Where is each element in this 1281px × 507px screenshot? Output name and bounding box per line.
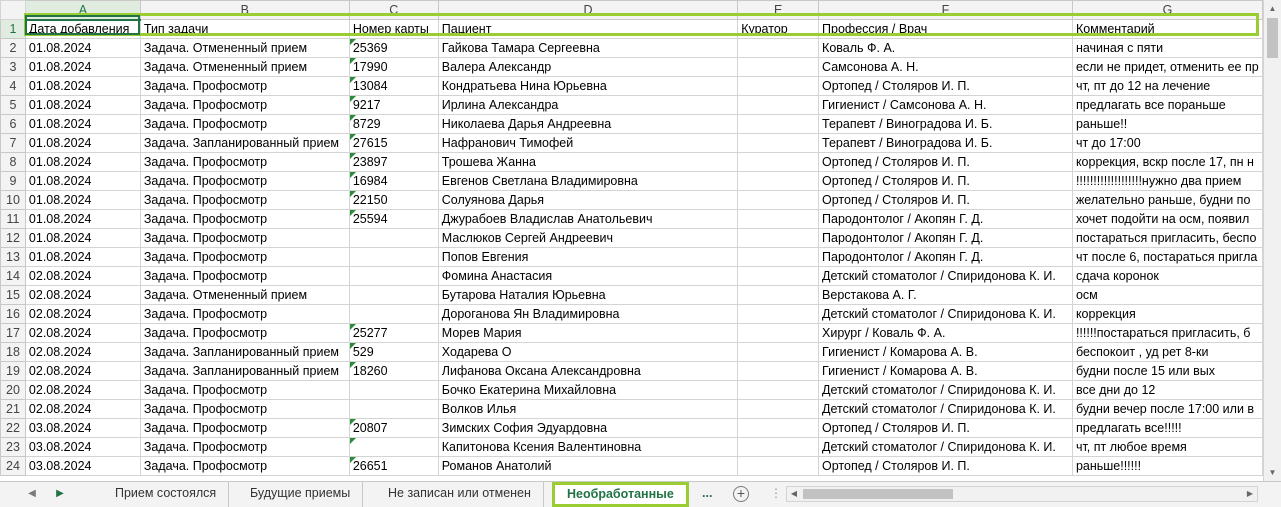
cell-card[interactable]: 8729 bbox=[349, 115, 438, 134]
cell-patient[interactable]: Солуянова Дарья bbox=[438, 191, 737, 210]
cell-patient[interactable]: Зимских София Эдуардовна bbox=[438, 419, 737, 438]
cell-curator[interactable] bbox=[738, 305, 819, 324]
cell-comment[interactable]: чт, пт до 12 на лечение bbox=[1072, 77, 1262, 96]
cell-curator[interactable] bbox=[738, 419, 819, 438]
triangle-right-icon[interactable]: ▶ bbox=[56, 488, 64, 499]
cell-type[interactable]: Задача. Профосмотр bbox=[140, 267, 349, 286]
cell-type[interactable]: Задача. Профосмотр bbox=[140, 438, 349, 457]
scroll-right-icon[interactable]: ▶ bbox=[1246, 489, 1254, 498]
cell-date[interactable]: 02.08.2024 bbox=[25, 362, 140, 381]
cell-patient[interactable]: Ирлина Александра bbox=[438, 96, 737, 115]
cell-doctor[interactable]: Гигиенист / Комарова А. В. bbox=[819, 343, 1073, 362]
cell-doctor[interactable]: Терапевт / Виноградова И. Б. bbox=[819, 115, 1073, 134]
table-row bbox=[1, 96, 1263, 115]
cell-card[interactable]: 25594 bbox=[349, 210, 438, 229]
cell-doctor[interactable]: Хирург / Коваль Ф. А. bbox=[819, 324, 1073, 343]
cell-doctor[interactable]: Самсонова А. Н. bbox=[819, 58, 1073, 77]
cell-doctor[interactable]: Детский стоматолог / Спиридонова К. И. bbox=[819, 305, 1073, 324]
cell-card[interactable]: 22150 bbox=[349, 191, 438, 210]
table-row bbox=[1, 362, 1263, 381]
column-header-b[interactable]: B bbox=[140, 1, 349, 20]
row-number[interactable]: 14 bbox=[1, 267, 26, 286]
cell-type[interactable]: Задача. Профосмотр bbox=[140, 96, 349, 115]
more-sheets-button[interactable]: ... bbox=[702, 486, 713, 500]
cell-date[interactable]: 01.08.2024 bbox=[25, 210, 140, 229]
cell-comment[interactable]: если не придет, отменить ее пр bbox=[1072, 58, 1262, 77]
cell-comment[interactable]: желательно раньше, будни по bbox=[1072, 191, 1262, 210]
cell-type[interactable]: Задача. Запланированный прием bbox=[140, 343, 349, 362]
row-number[interactable]: 15 bbox=[1, 286, 26, 305]
cell-date[interactable]: 02.08.2024 bbox=[25, 267, 140, 286]
row-number[interactable]: 20 bbox=[1, 381, 26, 400]
cell-curator[interactable] bbox=[738, 400, 819, 419]
cell-card[interactable]: 9217 bbox=[349, 96, 438, 115]
table-row bbox=[1, 153, 1263, 172]
cell-doctor[interactable]: Детский стоматолог / Спиридонова К. И. bbox=[819, 381, 1073, 400]
cell-doctor[interactable]: Верстакова А. Г. bbox=[819, 286, 1073, 305]
row-number[interactable]: 13 bbox=[1, 248, 26, 267]
cell-curator[interactable] bbox=[738, 438, 819, 457]
cell-patient[interactable]: Капитонова Ксения Валентиновна bbox=[438, 438, 737, 457]
cell-card[interactable] bbox=[349, 400, 438, 419]
cell-comment[interactable]: !!!!!!постараться пригласить, б bbox=[1072, 324, 1262, 343]
cell-comment[interactable]: осм bbox=[1072, 286, 1262, 305]
cell-patient[interactable]: Нафранович Тимофей bbox=[438, 134, 737, 153]
cell-comment[interactable]: чт до 17:00 bbox=[1072, 134, 1262, 153]
cell-card[interactable]: 26651 bbox=[349, 457, 438, 476]
cell-curator[interactable] bbox=[738, 77, 819, 96]
cell-date[interactable]: 01.08.2024 bbox=[25, 58, 140, 77]
table-row bbox=[1, 343, 1263, 362]
table-row bbox=[1, 400, 1263, 419]
cell-doctor[interactable]: Пародонтолог / Акопян Г. Д. bbox=[819, 210, 1073, 229]
cell-date[interactable]: 01.08.2024 bbox=[25, 229, 140, 248]
row-number[interactable]: 24 bbox=[1, 457, 26, 476]
cell-patient[interactable]: Кондратьева Нина Юрьевна bbox=[438, 77, 737, 96]
cell-date[interactable]: 02.08.2024 bbox=[25, 286, 140, 305]
header-cell[interactable]: Тип задачи bbox=[140, 20, 349, 39]
triangle-left-icon[interactable]: ◀ bbox=[28, 488, 36, 499]
row-number[interactable]: 23 bbox=[1, 438, 26, 457]
table-row bbox=[1, 248, 1263, 267]
header-cell[interactable]: Комментарий bbox=[1072, 20, 1262, 39]
cell-patient[interactable]: Валера Александр bbox=[438, 58, 737, 77]
row-number[interactable]: 12 bbox=[1, 229, 26, 248]
table-row bbox=[1, 438, 1263, 457]
cell-patient[interactable]: Лифанова Оксана Александровна bbox=[438, 362, 737, 381]
row-number[interactable]: 9 bbox=[1, 172, 26, 191]
cell-curator[interactable] bbox=[738, 362, 819, 381]
cell-doctor[interactable]: Гигиенист / Самсонова А. Н. bbox=[819, 96, 1073, 115]
cell-card[interactable]: 13084 bbox=[349, 77, 438, 96]
horizontal-scrollbar[interactable] bbox=[786, 486, 1258, 502]
sheet-tab-neobrabotannye[interactable]: Необработанные bbox=[552, 482, 689, 507]
cell-comment[interactable]: предлагать все пораньше bbox=[1072, 96, 1262, 115]
cell-type[interactable]: Задача. Профосмотр bbox=[140, 381, 349, 400]
cell-curator[interactable] bbox=[738, 115, 819, 134]
cell-curator[interactable] bbox=[738, 153, 819, 172]
cell-patient[interactable]: Гайкова Тамара Сергеевна bbox=[438, 39, 737, 58]
cell-doctor[interactable]: Ортопед / Столяров И. П. bbox=[819, 77, 1073, 96]
table-row bbox=[1, 58, 1263, 77]
cell-card[interactable] bbox=[349, 438, 438, 457]
sheet-tab-priem-sostoyalsya[interactable]: Прием состоялся bbox=[103, 482, 229, 507]
plus-circle-icon[interactable]: + bbox=[733, 486, 749, 502]
cell-doctor[interactable]: Ортопед / Столяров И. П. bbox=[819, 419, 1073, 438]
column-header-f[interactable]: F bbox=[819, 1, 1073, 20]
cell-type[interactable]: Задача. Профосмотр bbox=[140, 419, 349, 438]
table-row bbox=[1, 229, 1263, 248]
cell-date[interactable]: 01.08.2024 bbox=[25, 191, 140, 210]
cell-curator[interactable] bbox=[738, 267, 819, 286]
scroll-up-icon[interactable]: ▲ bbox=[1268, 4, 1277, 13]
vertical-scroll-thumb[interactable] bbox=[1267, 18, 1278, 58]
table-row bbox=[1, 115, 1263, 134]
cell-curator[interactable] bbox=[738, 229, 819, 248]
cell-patient[interactable]: Дороганова Ян Владимировна bbox=[438, 305, 737, 324]
sheet-tab-bar bbox=[0, 481, 1281, 507]
cell-doctor[interactable]: Детский стоматолог / Спиридонова К. И. bbox=[819, 438, 1073, 457]
table-row bbox=[1, 381, 1263, 400]
row-number[interactable]: 19 bbox=[1, 362, 26, 381]
cell-patient[interactable]: Маслюков Сергей Андреевич bbox=[438, 229, 737, 248]
cell-type[interactable]: Задача. Профосмотр bbox=[140, 457, 349, 476]
cell-doctor[interactable]: Ортопед / Столяров И. П. bbox=[819, 172, 1073, 191]
cell-curator[interactable] bbox=[738, 172, 819, 191]
horizontal-scroll-thumb[interactable] bbox=[803, 489, 953, 499]
cell-card[interactable]: 25369 bbox=[349, 39, 438, 58]
cell-curator[interactable] bbox=[738, 324, 819, 343]
table-row bbox=[1, 134, 1263, 153]
cell-patient[interactable]: Трошева Жанна bbox=[438, 153, 737, 172]
cell-card[interactable] bbox=[349, 381, 438, 400]
column-header-row bbox=[1, 1, 1263, 20]
table-row bbox=[1, 267, 1263, 286]
table-row bbox=[1, 324, 1263, 343]
cell-type[interactable]: Задача. Профосмотр bbox=[140, 400, 349, 419]
cell-curator[interactable] bbox=[738, 134, 819, 153]
cell-curator[interactable] bbox=[738, 286, 819, 305]
row-number[interactable]: 7 bbox=[1, 134, 26, 153]
cell-curator[interactable] bbox=[738, 381, 819, 400]
scroll-left-icon[interactable]: ◀ bbox=[790, 489, 798, 498]
table-row bbox=[1, 305, 1263, 324]
cell-date[interactable]: 01.08.2024 bbox=[25, 134, 140, 153]
table-row bbox=[1, 191, 1263, 210]
row-number[interactable]: 2 bbox=[1, 39, 26, 58]
cell-date[interactable]: 01.08.2024 bbox=[25, 153, 140, 172]
cell-comment[interactable]: предлагать все!!!!! bbox=[1072, 419, 1262, 438]
cell-patient[interactable]: Николаева Дарья Андреевна bbox=[438, 115, 737, 134]
cell-comment[interactable]: раньше!!!!!! bbox=[1072, 457, 1262, 476]
cell-curator[interactable] bbox=[738, 210, 819, 229]
cell-date[interactable]: 02.08.2024 bbox=[25, 381, 140, 400]
cell-type[interactable]: Задача. Профосмотр bbox=[140, 172, 349, 191]
table-row bbox=[1, 210, 1263, 229]
cell-card[interactable]: 20807 bbox=[349, 419, 438, 438]
cell-date[interactable]: 01.08.2024 bbox=[25, 172, 140, 191]
cell-doctor[interactable]: Пародонтолог / Акопян Г. Д. bbox=[819, 248, 1073, 267]
cell-type[interactable]: Задача. Профосмотр bbox=[140, 77, 349, 96]
cell-card[interactable] bbox=[349, 248, 438, 267]
cell-date[interactable]: 02.08.2024 bbox=[25, 343, 140, 362]
row-number[interactable]: 11 bbox=[1, 210, 26, 229]
table-row bbox=[1, 286, 1263, 305]
cell-date[interactable]: 03.08.2024 bbox=[25, 457, 140, 476]
column-header-c[interactable]: C bbox=[349, 1, 438, 20]
cell-doctor[interactable]: Ортопед / Столяров И. П. bbox=[819, 191, 1073, 210]
select-all-corner[interactable] bbox=[1, 1, 26, 20]
cell-type[interactable]: Задача. Запланированный прием bbox=[140, 134, 349, 153]
cell-type[interactable]: Задача. Профосмотр bbox=[140, 191, 349, 210]
tab-splitter-icon[interactable]: ⋮ bbox=[770, 486, 782, 500]
cell-curator[interactable] bbox=[738, 39, 819, 58]
cell-type[interactable]: Задача. Профосмотр bbox=[140, 305, 349, 324]
header-cell[interactable]: Пациент bbox=[438, 20, 737, 39]
cell-comment[interactable]: будни вечер после 17:00 или в bbox=[1072, 400, 1262, 419]
cell-comment[interactable]: все дни до 12 bbox=[1072, 381, 1262, 400]
cell-card[interactable] bbox=[349, 267, 438, 286]
row-number[interactable]: 8 bbox=[1, 153, 26, 172]
vertical-scrollbar[interactable] bbox=[1263, 0, 1281, 481]
cell-curator[interactable] bbox=[738, 457, 819, 476]
cell-curator[interactable] bbox=[738, 191, 819, 210]
cell-type[interactable]: Задача. Отмененный прием bbox=[140, 58, 349, 77]
table-row bbox=[1, 77, 1263, 96]
cell-comment[interactable]: беспокоит , уд рет 8-ки bbox=[1072, 343, 1262, 362]
row-number[interactable]: 22 bbox=[1, 419, 26, 438]
cell-comment[interactable]: коррекция bbox=[1072, 305, 1262, 324]
cell-comment[interactable]: чт после 6, постараться пригла bbox=[1072, 248, 1262, 267]
cell-doctor[interactable]: Ортопед / Столяров И. П. bbox=[819, 153, 1073, 172]
cell-type[interactable]: Задача. Профосмотр bbox=[140, 248, 349, 267]
cell-card[interactable]: 529 bbox=[349, 343, 438, 362]
cell-curator[interactable] bbox=[738, 96, 819, 115]
cell-type[interactable]: Задача. Профосмотр bbox=[140, 210, 349, 229]
cell-date[interactable]: 01.08.2024 bbox=[25, 77, 140, 96]
row-number[interactable]: 21 bbox=[1, 400, 26, 419]
header-cell[interactable]: Профессия / Врач bbox=[819, 20, 1073, 39]
cell-patient[interactable]: Бутарова Наталия Юрьевна bbox=[438, 286, 737, 305]
cell-card[interactable]: 16984 bbox=[349, 172, 438, 191]
sheet-tab-budushchie-priemy[interactable]: Будущие приемы bbox=[238, 482, 363, 507]
table-row bbox=[1, 172, 1263, 191]
header-cell[interactable]: Номер карты bbox=[349, 20, 438, 39]
cell-date[interactable]: 02.08.2024 bbox=[25, 305, 140, 324]
cell-type[interactable]: Задача. Профосмотр bbox=[140, 229, 349, 248]
cell-doctor[interactable]: Детский стоматолог / Спиридонова К. И. bbox=[819, 267, 1073, 286]
cell-date[interactable]: 02.08.2024 bbox=[25, 324, 140, 343]
table-row bbox=[1, 39, 1263, 58]
cell-comment[interactable]: раньше!! bbox=[1072, 115, 1262, 134]
sheet-tab-ne-zapisan[interactable]: Не записан или отменен bbox=[376, 482, 544, 507]
cell-card[interactable]: 17990 bbox=[349, 58, 438, 77]
row-number[interactable]: 10 bbox=[1, 191, 26, 210]
row-number[interactable]: 4 bbox=[1, 77, 26, 96]
row-number[interactable]: 6 bbox=[1, 115, 26, 134]
cell-patient[interactable]: Морев Мария bbox=[438, 324, 737, 343]
cell-comment[interactable]: будни после 15 или вых bbox=[1072, 362, 1262, 381]
cell-doctor[interactable]: Коваль Ф. А. bbox=[819, 39, 1073, 58]
row-number[interactable]: 16 bbox=[1, 305, 26, 324]
cell-date[interactable]: 01.08.2024 bbox=[25, 39, 140, 58]
cell-type[interactable]: Задача. Отмененный прием bbox=[140, 286, 349, 305]
table-header-row bbox=[1, 20, 1263, 39]
cell-doctor[interactable]: Ортопед / Столяров И. П. bbox=[819, 457, 1073, 476]
cell-comment[interactable]: сдача коронок bbox=[1072, 267, 1262, 286]
table-row bbox=[1, 457, 1263, 476]
cell-comment[interactable]: коррекция, вскр после 17, пн н bbox=[1072, 153, 1262, 172]
cell-patient[interactable]: Попов Евгения bbox=[438, 248, 737, 267]
cell-comment[interactable]: !!!!!!!!!!!!!!!!!!!нужно два прием bbox=[1072, 172, 1262, 191]
row-number[interactable]: 3 bbox=[1, 58, 26, 77]
header-cell[interactable]: Дата добавления bbox=[25, 20, 140, 39]
cell-card[interactable] bbox=[349, 229, 438, 248]
row-number[interactable]: 1 bbox=[1, 20, 26, 39]
cell-type[interactable]: Задача. Отмененный прием bbox=[140, 39, 349, 58]
cell-patient[interactable]: Ходарева О bbox=[438, 343, 737, 362]
cell-card[interactable]: 18260 bbox=[349, 362, 438, 381]
cell-doctor[interactable]: Пародонтолог / Акопян Г. Д. bbox=[819, 229, 1073, 248]
row-number[interactable]: 18 bbox=[1, 343, 26, 362]
column-header-g[interactable]: G bbox=[1072, 1, 1262, 20]
cell-patient[interactable]: Джурабоев Владислав Анатольевич bbox=[438, 210, 737, 229]
cell-date[interactable]: 01.08.2024 bbox=[25, 248, 140, 267]
cell-doctor[interactable]: Гигиенист / Комарова А. В. bbox=[819, 362, 1073, 381]
cell-type[interactable]: Задача. Профосмотр bbox=[140, 153, 349, 172]
column-header-d[interactable]: D bbox=[438, 1, 737, 20]
cell-doctor[interactable]: Детский стоматолог / Спиридонова К. И. bbox=[819, 400, 1073, 419]
cell-doctor[interactable]: Терапевт / Виноградова И. Б. bbox=[819, 134, 1073, 153]
cell-patient[interactable]: Евгенов Светлана Владимировна bbox=[438, 172, 737, 191]
cell-date[interactable]: 02.08.2024 bbox=[25, 400, 140, 419]
column-header-a[interactable]: A bbox=[25, 1, 140, 20]
cell-date[interactable]: 03.08.2024 bbox=[25, 419, 140, 438]
row-number[interactable]: 17 bbox=[1, 324, 26, 343]
cell-comment[interactable]: начиная с пяти bbox=[1072, 39, 1262, 58]
cell-date[interactable]: 01.08.2024 bbox=[25, 96, 140, 115]
cell-card[interactable]: 25277 bbox=[349, 324, 438, 343]
cell-card[interactable]: 23897 bbox=[349, 153, 438, 172]
cell-patient[interactable]: Фомина Анастасия bbox=[438, 267, 737, 286]
cell-patient[interactable]: Бочко Екатерина Михайловна bbox=[438, 381, 737, 400]
cell-card[interactable] bbox=[349, 305, 438, 324]
cell-comment[interactable]: постараться пригласить, беспо bbox=[1072, 229, 1262, 248]
column-header-e[interactable]: E bbox=[738, 1, 819, 20]
cell-card[interactable]: 27615 bbox=[349, 134, 438, 153]
row-number[interactable]: 5 bbox=[1, 96, 26, 115]
cell-comment[interactable]: хочет подойти на осм, появил bbox=[1072, 210, 1262, 229]
cell-type[interactable]: Задача. Профосмотр bbox=[140, 115, 349, 134]
cell-patient[interactable]: Волков Илья bbox=[438, 400, 737, 419]
cell-curator[interactable] bbox=[738, 58, 819, 77]
scroll-down-icon[interactable]: ▼ bbox=[1268, 468, 1277, 477]
cell-patient[interactable]: Романов Анатолий bbox=[438, 457, 737, 476]
cell-date[interactable]: 03.08.2024 bbox=[25, 438, 140, 457]
header-cell[interactable]: Куратор bbox=[738, 20, 819, 39]
table-row bbox=[1, 419, 1263, 438]
cell-curator[interactable] bbox=[738, 248, 819, 267]
cell-date[interactable]: 01.08.2024 bbox=[25, 115, 140, 134]
cell-type[interactable]: Задача. Запланированный прием bbox=[140, 362, 349, 381]
cell-card[interactable] bbox=[349, 286, 438, 305]
cell-comment[interactable]: чт, пт любое время bbox=[1072, 438, 1262, 457]
cell-curator[interactable] bbox=[738, 343, 819, 362]
cell-type[interactable]: Задача. Профосмотр bbox=[140, 324, 349, 343]
